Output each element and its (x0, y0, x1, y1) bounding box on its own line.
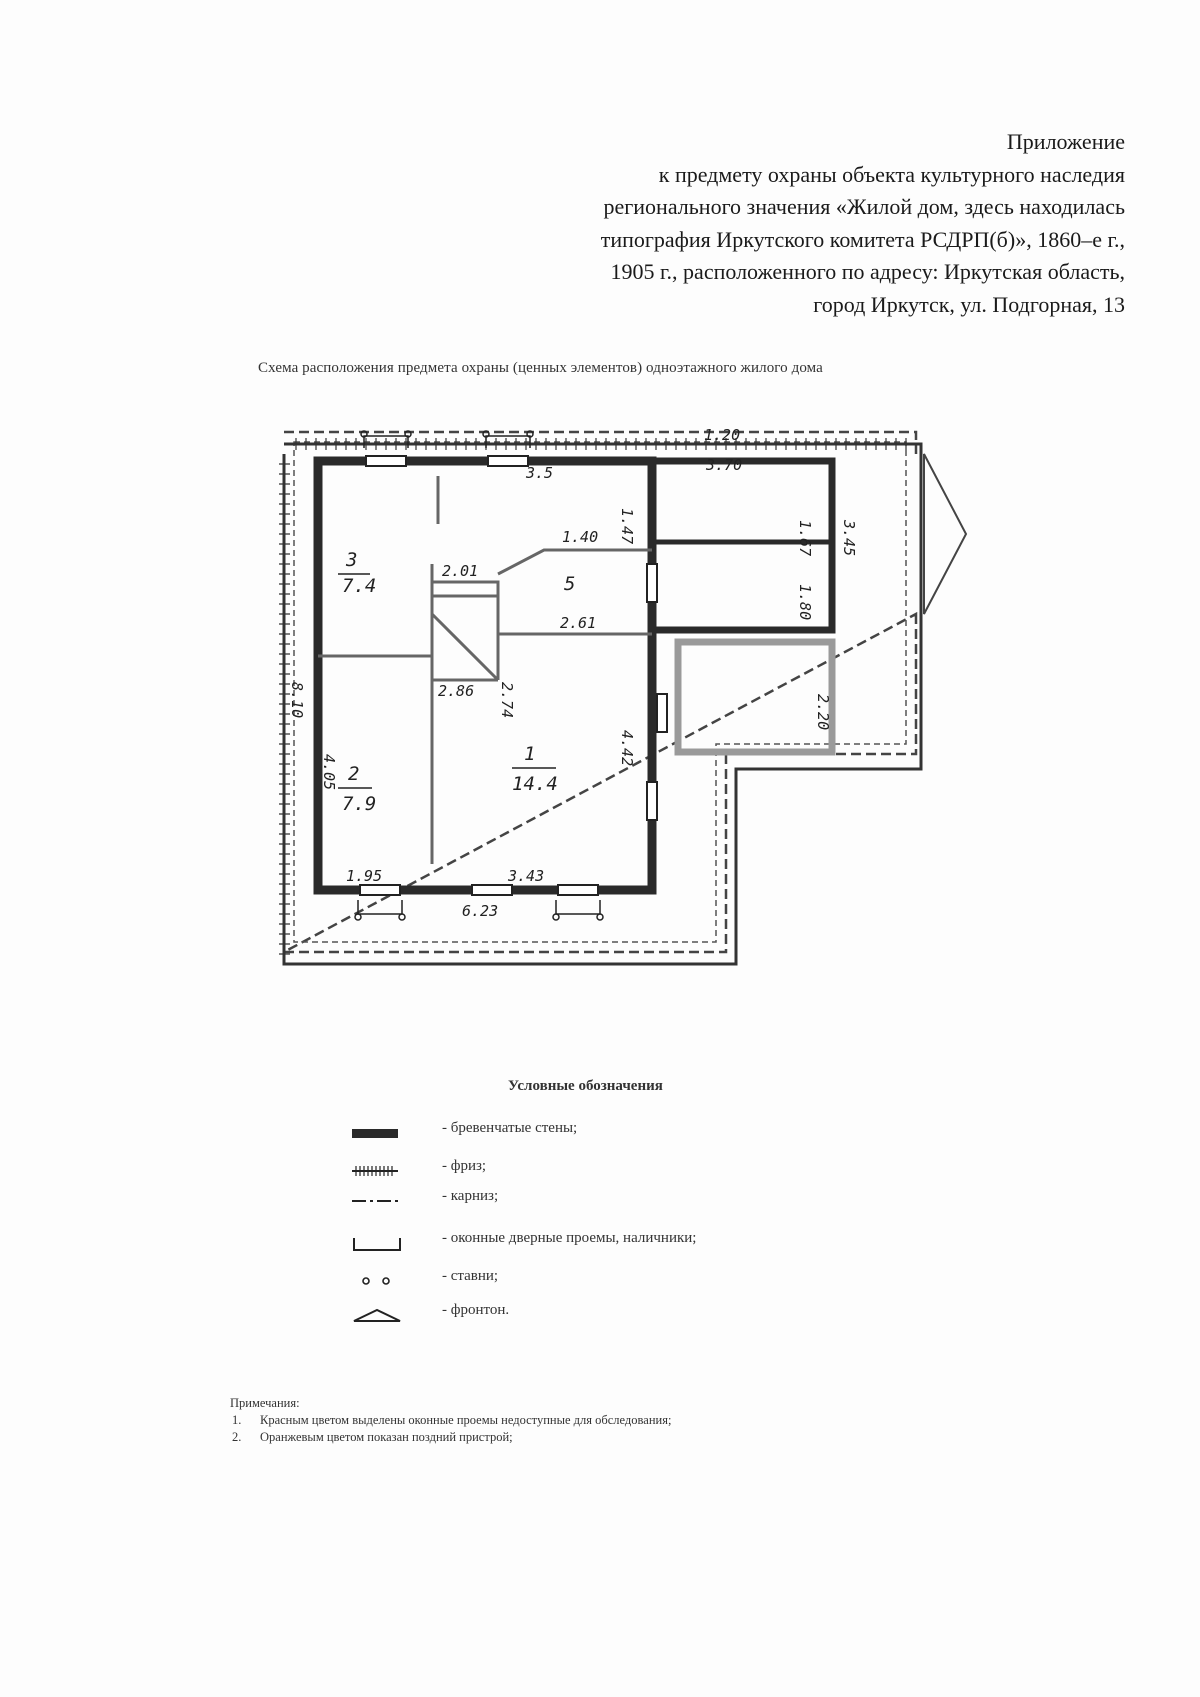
legend-item (350, 1156, 850, 1186)
shutters-symbol (350, 1270, 410, 1292)
legend-item (350, 1228, 850, 1258)
room-area: 14.4 (512, 773, 558, 795)
cornice-outline-inner (294, 442, 906, 942)
legend-item (350, 1266, 850, 1296)
dimension-label: 4.42 (618, 730, 636, 767)
pediment-icon (924, 454, 966, 614)
dimension-label: 2.61 (560, 614, 597, 632)
room-area: 7.4 (342, 575, 377, 597)
dimension-label: 3.43 (508, 867, 545, 885)
note-number: 1. (232, 1413, 242, 1427)
legend-label: - карниз; (442, 1188, 499, 1204)
cornice-symbol (350, 1190, 410, 1212)
notes (230, 1395, 671, 1446)
header-line: Приложение (1006, 129, 1125, 154)
dimension-label: 8.10 (288, 682, 306, 719)
note-number: 2. (232, 1430, 242, 1444)
dimension-label: 6.23 (462, 902, 499, 920)
legend-label: - бревенчатые стены; (442, 1120, 578, 1136)
dimension-label: 1.95 (346, 867, 383, 885)
header-line: типография Иркутского комитета РСДРП(б)», 1860–е г., (600, 226, 1125, 252)
dimension-label: 2.20 (814, 694, 832, 731)
legend-item (350, 1186, 850, 1216)
frieze-symbol (350, 1160, 410, 1182)
dimension-label: 3.70 (706, 456, 743, 474)
dimension-label: 1.80 (796, 584, 814, 621)
log-wall-symbol (350, 1122, 410, 1144)
pediment-symbol (350, 1304, 410, 1326)
room-number: 3 (346, 549, 358, 571)
note-text: Оранжевым цветом показан поздний пристрой; (260, 1430, 513, 1444)
header-line: регионального значения «Жилой дом, здесь находилась (603, 194, 1125, 219)
room-number: 1 (524, 743, 536, 765)
room-number: 5 (564, 573, 576, 595)
dimension-label: 2.01 (442, 562, 479, 580)
dimension-label: 1.40 (562, 528, 599, 546)
dimension-label: 1.47 (618, 508, 636, 545)
note-text: Красным цветом выделены оконные проемы недоступные для обследования; (260, 1413, 672, 1427)
dimension-label: 2.74 (498, 682, 516, 719)
note-item (230, 1412, 671, 1429)
room-number: 2 (348, 763, 360, 785)
dimension-label: 2.86 (438, 682, 475, 700)
legend-title: Условные обозначения (508, 1078, 663, 1094)
plan-title: Схема расположения предмета охраны (ценных элементов) одноэтажного жилого дома (258, 360, 823, 376)
header-line: к предмету охраны объекта культурного наследия (658, 161, 1125, 187)
notes-title: Примечания: (230, 1396, 300, 1410)
legend-item (350, 1300, 850, 1330)
late-annex (678, 642, 832, 752)
room-area: 7.9 (342, 793, 377, 815)
floor-plan (276, 424, 992, 1054)
window-door-opening-symbol (350, 1232, 410, 1254)
legend-label: - фриз; (442, 1158, 487, 1174)
note-item (230, 1429, 671, 1446)
legend (350, 1118, 850, 1348)
header-line: 1905 г., расположенного по адресу: Иркутская область, (610, 259, 1125, 284)
dimension-label: 4.05 (320, 754, 338, 791)
dimension-label: 1.20 (704, 426, 741, 444)
legend-label: - ставни; (442, 1268, 499, 1284)
dimension-label: 3.5 (526, 464, 554, 482)
dimension-label: 1.67 (796, 520, 814, 557)
dimension-label: 3.45 (840, 520, 858, 557)
legend-label: - оконные дверные проемы, наличники; (442, 1230, 697, 1246)
appendix-header (365, 126, 1125, 321)
log-wall-main (318, 461, 652, 890)
legend-label: - фронтон. (442, 1302, 510, 1318)
header-line: город Иркутск, ул. Подгорная, 13 (813, 291, 1125, 317)
legend-item (350, 1118, 850, 1148)
